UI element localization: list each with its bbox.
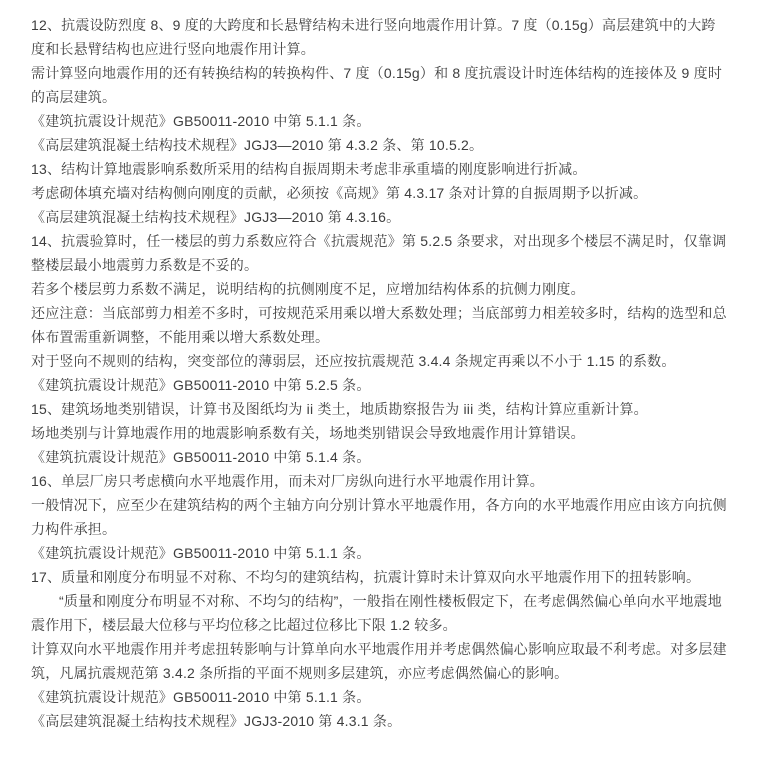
text-line: 计算双向水平地震作用并考虑扭转影响与计算单向水平地震作用并考虑偶然偏心影响应取最不利考虑。对多层建 [31, 641, 727, 657]
text-line: 力构件承担。 [31, 521, 117, 537]
text-line: 12、抗震设防烈度 8、9 度的大跨度和长悬臂结构未进行竖向地震作用计算。7 度（0.15g）高层建筑中的大跨 [31, 17, 716, 33]
text-line: 整楼层最小地震剪力系数是不妥的。 [31, 257, 259, 273]
text-line: 若多个楼层剪力系数不满足，说明结构的抗侧刚度不足，应增加结构体系的抗侧力刚度。 [31, 281, 585, 297]
text-line: 度和长悬臂结构也应进行竖向地震作用计算。 [31, 41, 315, 57]
text-line: 考虑砌体填充墙对结构侧向刚度的贡献，必须按《高规》第 4.3.17 条对计算的自振周期予以折减。 [31, 185, 648, 201]
text-line: 还应注意：当底部剪力相差不多时，可按规范采用乘以增大系数处理；当底部剪力相差较多时，结构的选型和总 [31, 305, 727, 321]
text-line: 的高层建筑。 [31, 89, 117, 105]
text-line: 《建筑抗震设计规范》GB50011-2010 中第 5.1.1 条。 [31, 689, 371, 705]
text-line: 13、结构计算地震影响系数所采用的结构自振周期未考虑非承重墙的刚度影响进行折减。 [31, 161, 587, 177]
text-line: 14、抗震验算时，任一楼层的剪力系数应符合《抗震规范》第 5.2.5 条要求，对出现多个楼层不满足时，仅靠调 [31, 233, 727, 249]
text-line: 《高层建筑混凝土结构技术规程》JGJ3-2010 第 4.3.1 条。 [31, 713, 402, 729]
text-line: 对于竖向不规则的结构，突变部位的薄弱层，还应按抗震规范 3.4.4 条规定再乘以不小于 1.15 的系数。 [31, 353, 676, 369]
text-line: 震作用下，楼层最大位移与平均位移之比超过位移比下限 1.2 较多。 [31, 617, 457, 633]
text-line: 15、建筑场地类别错误，计算书及图纸均为 ii 类土，地质勘察报告为 iii 类，结构计算应重新计算。 [31, 401, 648, 417]
text-line: 需计算竖向地震作用的还有转换结构的转换构件、7 度（0.15g）和 8 度抗震设计时连体结构的连接体及 9 度时 [31, 65, 723, 81]
text-line: 《建筑抗震设计规范》GB50011-2010 中第 5.2.5 条。 [31, 377, 371, 393]
text-line: 《高层建筑混凝土结构技术规程》JGJ3—2010 第 4.3.2 条、第 10.5.2。 [31, 137, 484, 153]
text-line: 筑，凡属抗震规范第 3.4.2 条所指的平面不规则多层建筑，亦应考虑偶然偏心的影响。 [31, 665, 569, 681]
text-line: “质量和刚度分布明显不对称、不均匀的结构”，一般指在刚性楼板假定下，在考虑偶然偏心单向水平地震地 [59, 593, 722, 609]
text-line: 17、质量和刚度分布明显不对称、不均匀的建筑结构，抗震计算时未计算双向水平地震作用下的扭转影响。 [31, 569, 701, 585]
text-line: 16、单层厂房只考虑横向水平地震作用，而未对厂房纵向进行水平地震作用计算。 [31, 473, 544, 489]
text-line: 《高层建筑混凝土结构技术规程》JGJ3—2010 第 4.3.16。 [31, 209, 401, 225]
text-line: 场地类别与计算地震作用的地震影响系数有关，场地类别错误会导致地震作用计算错误。 [31, 425, 585, 441]
text-line: 《建筑抗震设计规范》GB50011-2010 中第 5.1.1 条。 [31, 545, 371, 561]
text-line: 体布置需重新调整，不能用乘以增大系数处理。 [31, 329, 330, 345]
text-line: 一般情况下，应至少在建筑结构的两个主轴方向分别计算水平地震作用，各方向的水平地震作用应由该方向抗侧 [31, 497, 727, 513]
text-line: 《建筑抗震设计规范》GB50011-2010 中第 5.1.4 条。 [31, 449, 371, 465]
text-line: 《建筑抗震设计规范》GB50011-2010 中第 5.1.1 条。 [31, 113, 371, 129]
